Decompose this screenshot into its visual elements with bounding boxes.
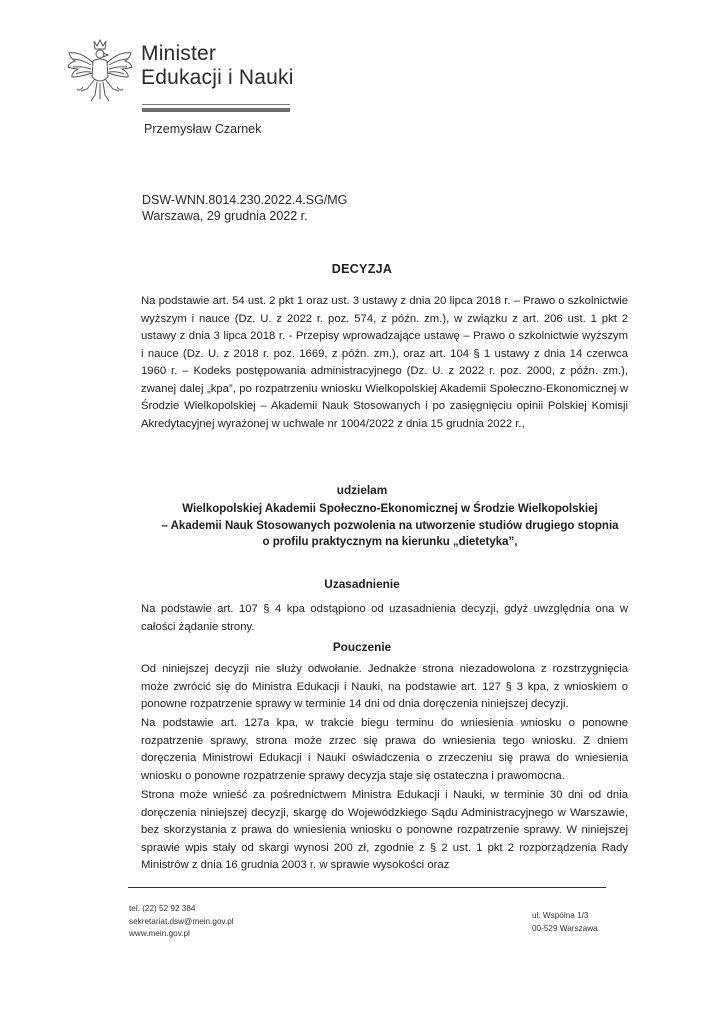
footer-street: ul. Wspólna 1/3 bbox=[532, 911, 589, 920]
ministry-brand bbox=[141, 42, 294, 90]
document-title: DECYZJA bbox=[331, 262, 393, 276]
grant-statement bbox=[130, 501, 650, 551]
grant-line-3: o profilu praktycznym na kierunku „dietetyka”, bbox=[262, 536, 518, 548]
reference-block bbox=[142, 192, 347, 224]
header-rule-thick bbox=[142, 108, 290, 112]
footer-address bbox=[532, 910, 598, 935]
grant-verb: udzielam bbox=[336, 483, 388, 497]
minister-name: Przemysław Czarnek bbox=[144, 122, 262, 136]
grant-line-1: Wielkopolskiej Akademii Społeczno-Ekonomicznej w Środzie Wielkopolskiej bbox=[182, 503, 598, 515]
instruction-heading: Pouczenie bbox=[332, 640, 392, 654]
polish-eagle-emblem-icon bbox=[63, 37, 137, 105]
legal-basis-paragraph: Na podstawie art. 54 ust. 2 pkt 1 oraz ust. 3 ustawy z dnia 20 lipca 2018 r. – Prawo o szkolnictwie wyższym i nauce (Dz. U. z 2022 r. poz. 574, z późn. zm.), w związku z art. 206 ust. 1 pkt 2 ustawy z dnia 3 lipca 2018 r. - Przepisy wprowadzające ustawę – Prawo o szkolnictwie wyższym i nauce (Dz. U. z 2018 r. poz. 1669, z późn. zm.), oraz art. 104 § 1 ustawy z dnia 14 czerwca 1960 r. – Kodeks postępowania administracyjnego (Dz. U. z 2022 r. poz. 2000, z późn. zm.), zwanej dalej „kpa”, po rozpatrzeniu wniosku Wielkopolskiej Akademii Społeczno-Ekonomicznej w Środzie Wielkopolskiej – Akademii Nauk Stosowanych i po zasięgnięciu opinii Polskiej Komisji Akredytacyjnej wyrażonej w uchwale nr 1004/2022 z dnia 15 grudnia 2022 r., bbox=[141, 295, 628, 430]
instruction-paragraph-1: Od niniejszej decyzji nie służy odwołanie. Jednakże strona niezadowolona z rozstrzygnięcia może zwrócić się do Ministra Edukacji i Nauki, na podstawie art. 127 § 3 kpa, z wnioskiem o ponowne rozpatrzenie sprawy w terminie 14 dni od dnia doręczenia niniejszej decyzji. bbox=[141, 663, 628, 710]
justification-paragraph: Na podstawie art. 107 § 4 kpa odstąpiono od uzasadnienia decyzji, gdyż uwzględnia ona w całości żądanie strony. bbox=[141, 603, 628, 633]
place-date: Warszawa, 29 grudnia 2022 r. bbox=[142, 209, 308, 223]
footer-rule bbox=[128, 887, 606, 888]
case-number: DSW-WNN.8014.230.2022.4.SG/MG bbox=[142, 193, 348, 207]
grant-line-2: – Akademii Nauk Stosowanych pozwolenia na utworzenie studiów drugiego stopnia bbox=[161, 519, 619, 532]
footer-postal-city: 00-529 Warszawa bbox=[532, 923, 598, 933]
header-rule-thin bbox=[142, 104, 290, 105]
footer-email[interactable]: sekretariat.dsw@mein.gov.pl bbox=[129, 916, 234, 926]
footer-phone: tel. (22) 52 92 384 bbox=[129, 904, 196, 913]
justification-heading: Uzasadnienie bbox=[324, 577, 400, 591]
instruction-paragraph-3: Strona może wnieść za pośrednictwem Ministra Edukacji i Nauki, w terminie 30 dni od dnia doręczenia niniejszej decyzji, skargę do Wojewódzkiego Sądu Administracyjnego w Warszawie, bez skorzystania z prawa do wniesienia wniosku o ponowne rozpatrzenie sprawy. W niniejszej sprawie wpis stały od skargi wynosi 200 zł, zgodnie z § 2 ust. 1 pkt 2 rozporządzenia Rady Ministrów z dnia 16 grudnia 2003 r. w sprawie wysokości oraz bbox=[141, 789, 628, 871]
brand-title-line1: Minister bbox=[141, 42, 217, 65]
brand-title-line2: Edukacji i Nauki bbox=[141, 66, 294, 89]
footer-contact bbox=[129, 903, 234, 941]
footer-website[interactable]: www.mein.gov.pl bbox=[129, 929, 190, 938]
instruction-paragraph-2: Na podstawie art. 127a kpa, w trakcie biegu terminu do wniesienia wniosku o ponowne rozpatrzenie sprawy, strona może zrzec się prawa do wniesienia tego wniosku. Z dniem doręczenia Ministrowi Edukacji i Nauki oświadczenia o zrzeczeniu się prawa do wniesienia wniosku o ponowne rozpatrzenie sprawy decyzja staje się ostateczna i prawomocna. bbox=[141, 717, 628, 782]
